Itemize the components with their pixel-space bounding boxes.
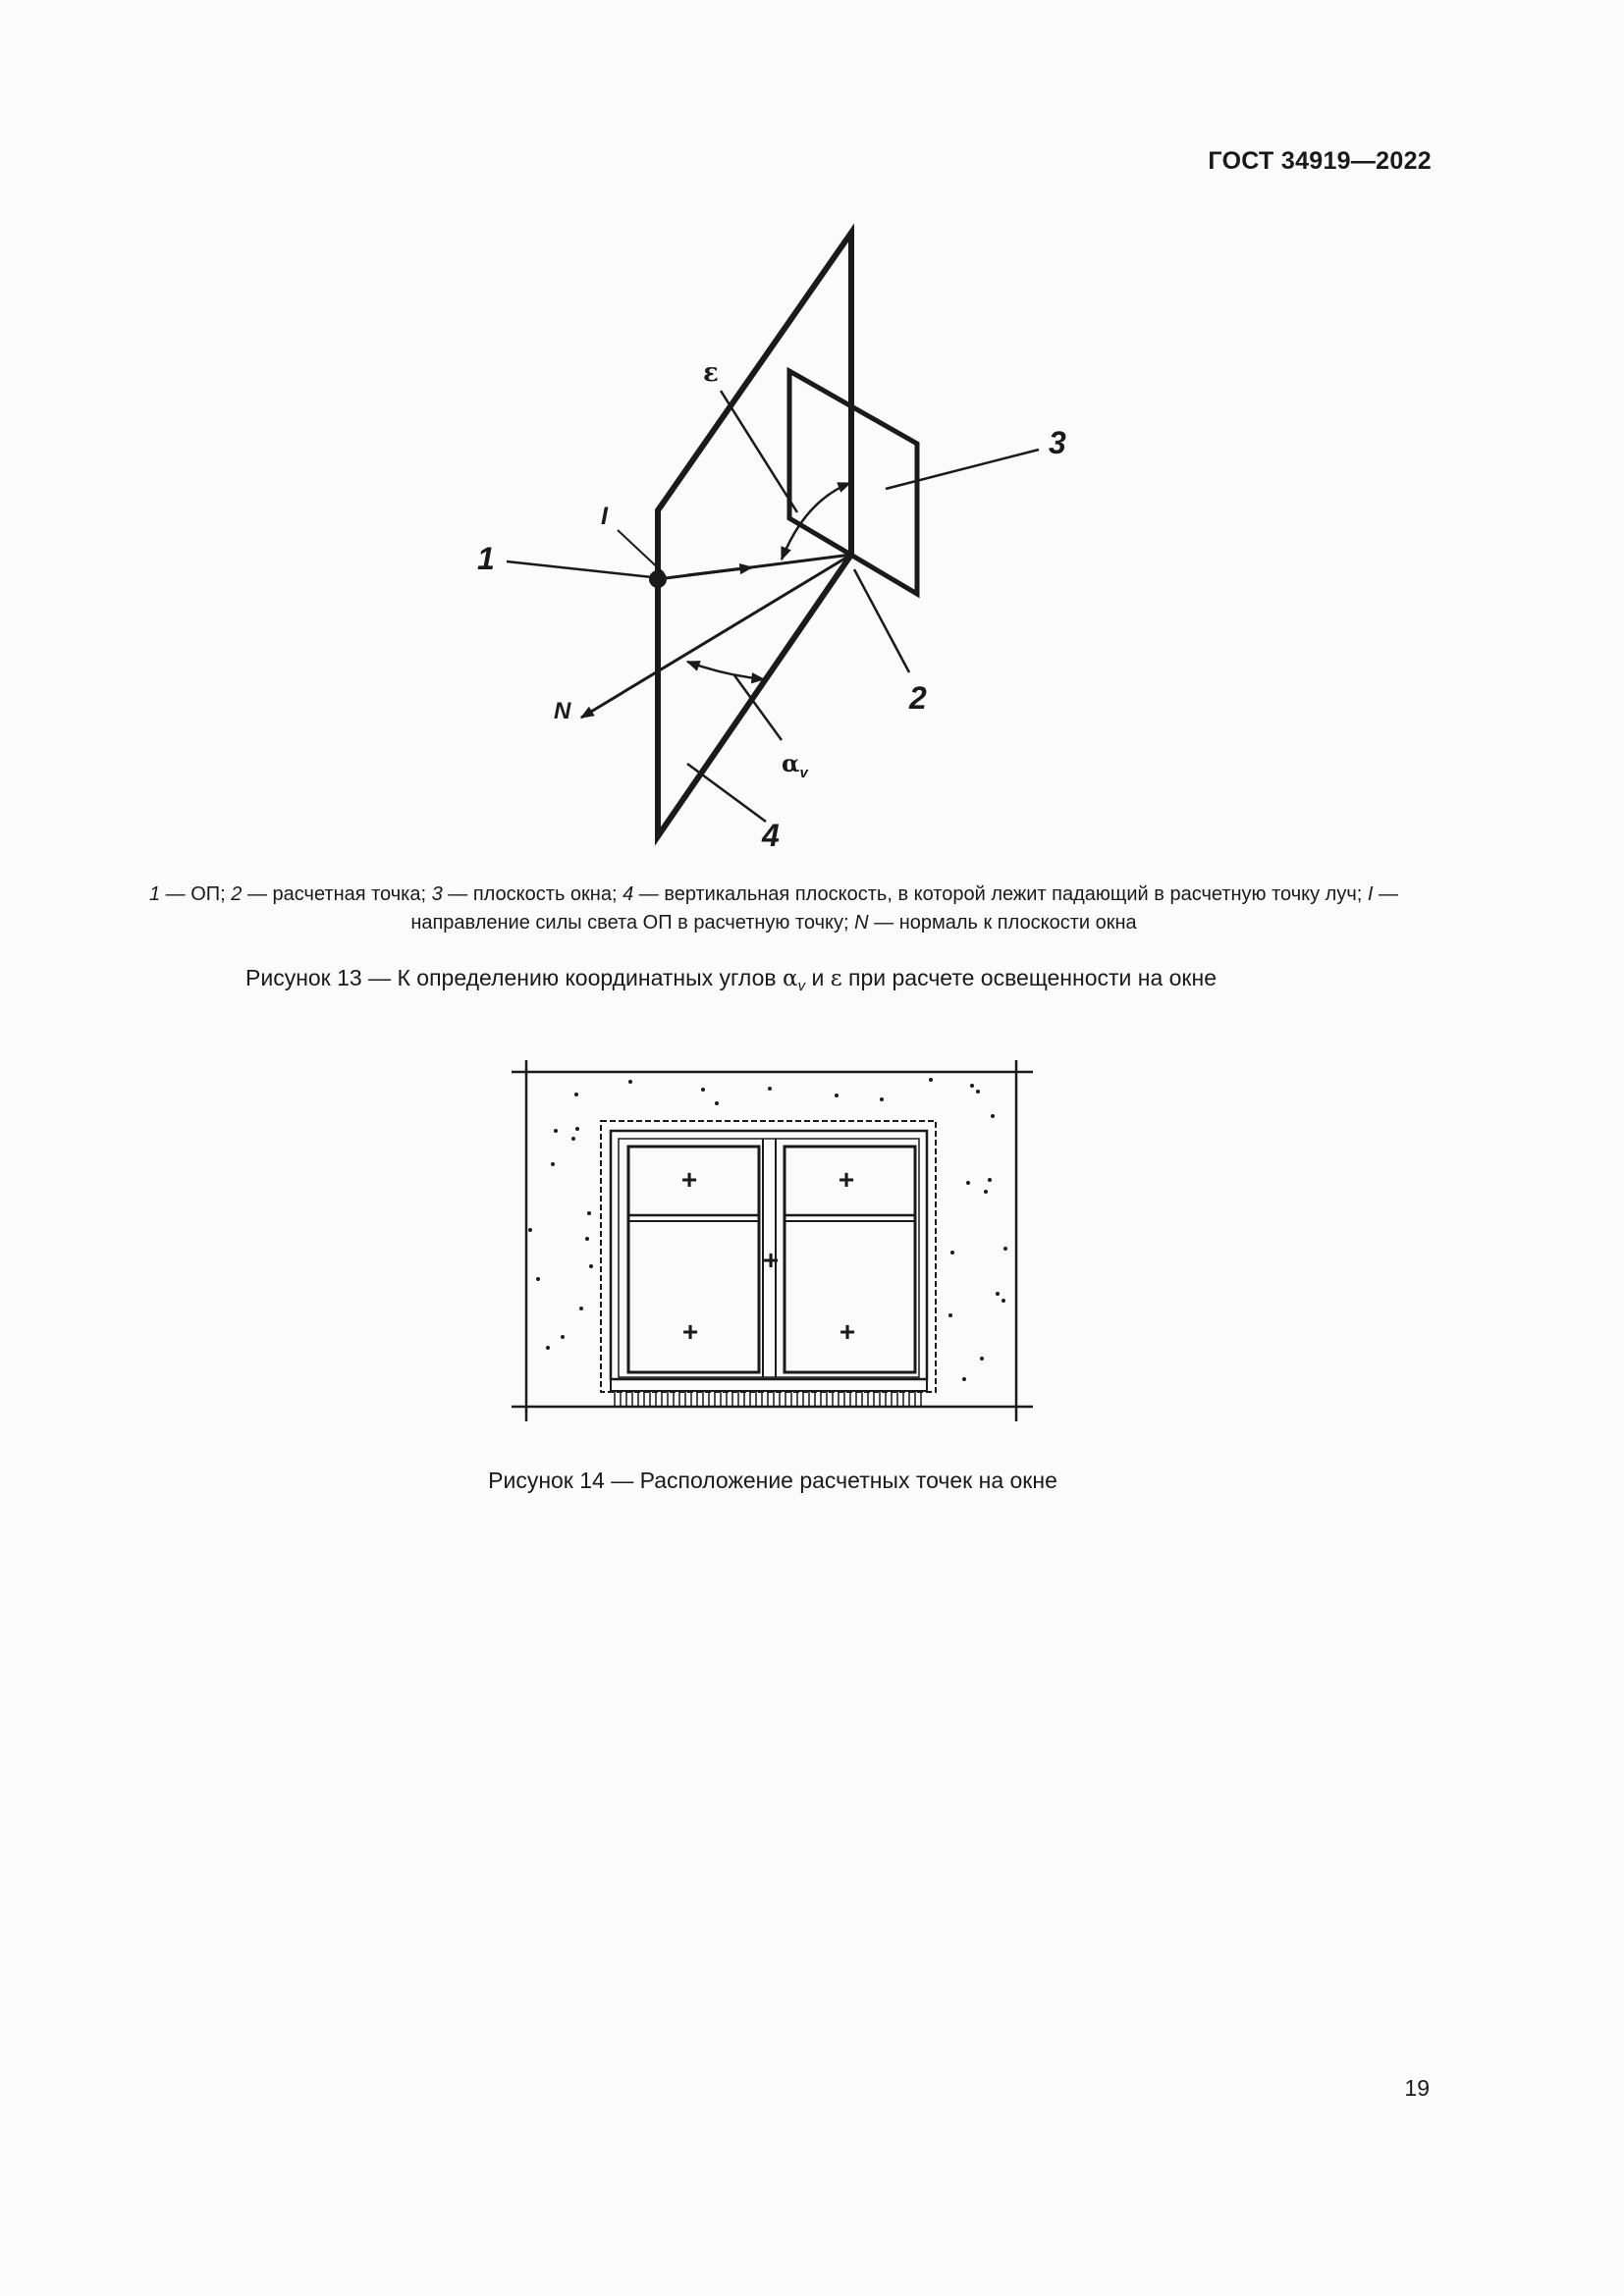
calc-point-marker: + <box>681 1316 699 1347</box>
calc-point-marker: + <box>762 1245 780 1275</box>
figure-13-legend: 1 — ОП; 2 — расчетная точка; 3 — плоскость окна; 4 — вертикальная плоскость, в которой лежит падающий в расчетную точку луч; I — направление силы света ОП в расчетную точку; N — нормаль к плоскости окна <box>148 883 1399 934</box>
leader-alpha <box>734 675 782 740</box>
calc-point-marker: + <box>839 1316 856 1347</box>
light-source-point <box>649 570 667 588</box>
figure-13-caption: Рисунок 13 — К определению координатных углов $\alpha_v$ и ε при расчете освещенности на окне <box>245 965 1217 994</box>
label-N: N <box>554 698 571 724</box>
label-3: 3 <box>1049 425 1066 460</box>
document-id-header: ГОСТ 34919—2022 <box>1208 147 1432 175</box>
ray-I-arrow <box>687 567 752 575</box>
calc-point-marker: + <box>838 1164 855 1195</box>
alpha-angle-arc <box>687 662 764 679</box>
label-1: 1 <box>477 541 495 576</box>
label-alpha: $\alpha_v$ <box>782 749 808 781</box>
leader-3 <box>886 450 1039 489</box>
calc-point-marker: + <box>680 1164 698 1195</box>
vertical-plane-4 <box>658 233 851 836</box>
leader-1 <box>507 561 652 577</box>
label-I: I <box>601 503 608 530</box>
leader-4 <box>687 764 766 822</box>
leader-epsilon <box>721 391 797 512</box>
sill-hatching <box>615 1391 921 1406</box>
normal-N <box>581 555 851 718</box>
figure-14-caption: Рисунок 14 — Расположение расчетных точек на окне <box>488 1468 1057 1493</box>
window-sill <box>611 1379 927 1391</box>
label-2: 2 <box>909 680 927 716</box>
figure-13-diagram <box>442 216 1066 864</box>
figure-14-window-drawing <box>507 1055 1047 1428</box>
label-epsilon: ε <box>703 358 719 388</box>
ray-I <box>658 555 851 579</box>
page-number: 19 <box>1404 2075 1430 2101</box>
label-4: 4 <box>762 818 780 853</box>
